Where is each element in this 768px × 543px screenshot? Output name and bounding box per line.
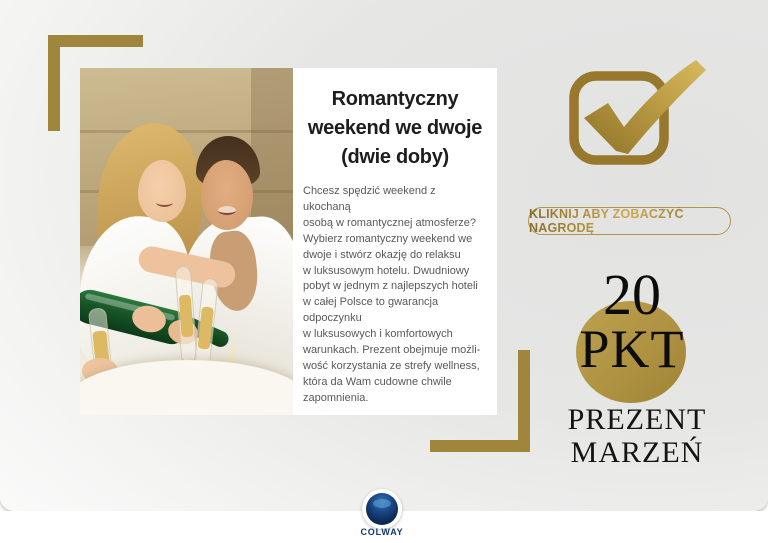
- photo-man-smile: [218, 206, 236, 215]
- colway-logo: [362, 489, 402, 529]
- photo-champagne-liquid: [198, 306, 214, 349]
- photo-man-face: [201, 160, 253, 230]
- points-unit: PKT: [579, 319, 685, 379]
- offer-photo: [80, 68, 293, 415]
- photo-woman-face: [138, 160, 186, 222]
- reveal-prize-button[interactable]: [528, 207, 731, 235]
- offer-text-panel: [293, 68, 497, 415]
- colway-logo-highlight: [373, 499, 391, 508]
- photo-bed-sheets: [80, 360, 293, 415]
- reward-checkbox[interactable]: [564, 54, 714, 168]
- reveal-prize-button-label: KLIKNIJ ABY ZOBACZYĆ NAGRODĘ: [529, 207, 730, 235]
- prize-label: PREZENT MARZEŃ: [567, 403, 707, 469]
- offer-description: Chcesz spędzić weekend z ukochaną osobą w romantycznej atmosferze? Wybierz romantyczny weekend we dwoje i stwórz okazję do relaksu w luksusowym hotelu. Dwudniowy pobyt w jednym z najlepszych hoteli w całej Polsce to gwarancja odpoczynku w luksusowych i komfortowych warunkach. Prezent obejmuje możli- wość korzystania ze strefy wellness, która da Wam cudowne chwile zapomnienia.: [303, 185, 481, 404]
- points-badge: [564, 264, 700, 414]
- colway-logo-sphere-icon: [366, 493, 398, 525]
- points-value: 20: [603, 262, 661, 327]
- photo-champagne-liquid: [179, 295, 194, 338]
- offer-title: Romantyczny weekend we dwoje (dwie doby): [307, 88, 483, 168]
- brand-name: COLWAY: [360, 527, 404, 537]
- gold-checkmark-icon: [564, 54, 714, 168]
- photo-woman-smile: [156, 198, 173, 207]
